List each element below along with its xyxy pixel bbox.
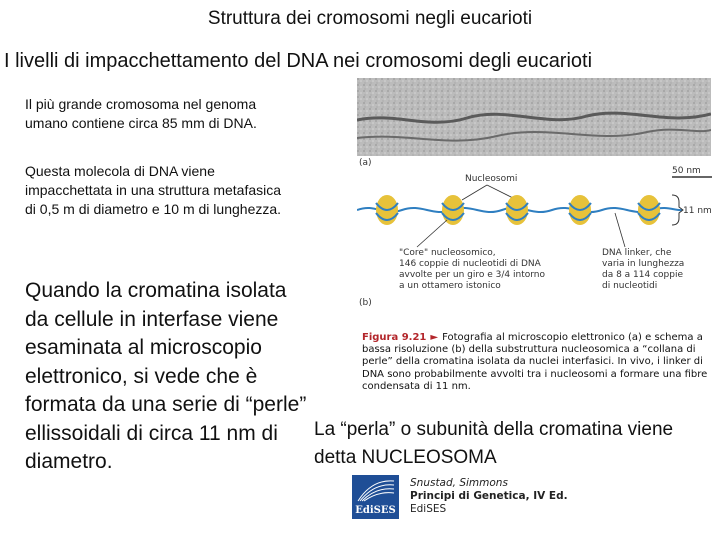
core-line: "Core" nucleosomico, [399, 248, 496, 258]
core-line: 146 coppie di nucleotidi di DNA [399, 259, 541, 269]
book-citation [410, 477, 568, 516]
figure-number: Figura 9.21 [362, 332, 427, 343]
logo-lines-icon [352, 475, 399, 505]
book-authors: Snustad, Simmons [410, 477, 508, 489]
nucleosome-bead [376, 195, 398, 225]
linker-line: DNA linker, che [602, 248, 672, 258]
nucleosomi-label: Nucleosomi [465, 174, 518, 184]
paragraph-chromosome-length: Il più grande cromosoma nel genoma umano contiene circa 85 mm di DNA. [25, 96, 257, 131]
core-pointer [417, 220, 447, 247]
scale-bar-label: 50 nm [672, 166, 701, 176]
publisher-logo [352, 475, 399, 519]
paragraph-chromatin-beads: Quando la cromatina isolata da cellule in interfase viene esaminata al microscopio elettronico, si vede che è formata da una serie di “perle” ellissoidali di circa 11 nm di diametro. [25, 279, 307, 473]
book-reference [352, 475, 602, 523]
nucleosome-bead [569, 195, 591, 225]
page-title: Struttura dei cromosomi negli eucarioti [207, 8, 533, 29]
logo-text: EdiSES [355, 505, 396, 516]
nucleosome-bead [506, 195, 528, 225]
book-publisher: EdiSES [410, 503, 447, 515]
linker-line: da 8 a 114 coppie [602, 270, 684, 280]
core-line: avvolte per un giro e 3/4 intorno [399, 270, 545, 280]
paragraph-dna-packaging: Questa molecola di DNA viene impacchettata in una struttura metafasica di 0,5 m di diametro e 10 m di lunghezza. [25, 163, 282, 217]
nucleosomi-pointer [462, 185, 487, 200]
linker-line: varia in lunghezza [602, 259, 685, 269]
panel-b-label: (b) [359, 298, 372, 308]
figure-caption [362, 332, 716, 393]
linker-line: di nucleotidi [602, 281, 658, 291]
nucleosome-diagram [357, 155, 717, 315]
core-description [399, 248, 548, 291]
book-title: Principi di Genetica, IV Ed. [410, 490, 568, 502]
caption-text: Fotografia al microscopio elettronico (a) e schema a bassa risoluzione (b) della substruttura nucleosomica a “collana di perle” della cromatina isolata da nuclei interfasici. In vivo, i linker di DNA sono probabilmente avvolti tra i nucleosomi a formare una fibre condensata di 11 nm. [362, 332, 708, 392]
panel-a-label: (a) [359, 158, 372, 168]
nucleosome-definition: La “perla” o subunità della cromatina viene detta NUCLEOSOMA [314, 419, 674, 468]
size-label: 11 nm [683, 206, 712, 216]
slide-subtitle: I livelli di impacchettamento del DNA nei cromosomi degli eucarioti [4, 50, 593, 72]
core-line: a un ottamero istonico [399, 281, 501, 291]
linker-pointer [615, 213, 625, 247]
linker-description [602, 248, 687, 291]
caption-arrow-icon: ► [430, 332, 439, 343]
electron-micrograph [357, 78, 711, 156]
nucleosome-bead [638, 195, 660, 225]
nucleosome-bead [442, 195, 464, 225]
